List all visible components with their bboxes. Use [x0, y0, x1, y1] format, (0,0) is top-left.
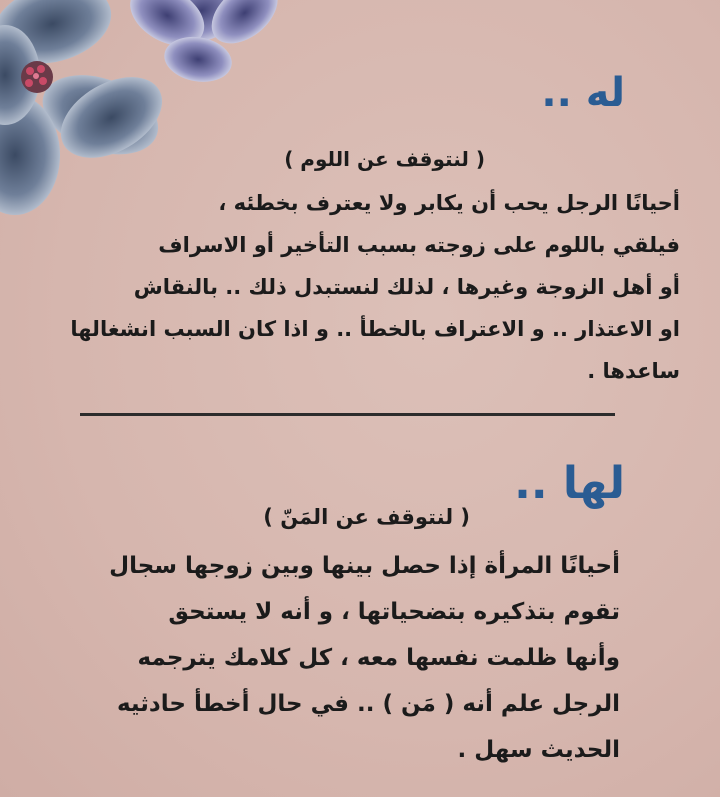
paragraph-line: أحيانًا الرجل يحب أن يكابر ولا يعترف بخطئه ، — [218, 191, 680, 215]
heading-her: لها .. — [514, 458, 625, 509]
paragraph-line: تقوم بتذكيره بتضحياتها ، و أنه لا يستحق — [168, 599, 620, 625]
heading-him: له .. — [541, 70, 625, 116]
subheading-him: ( لنتوقف عن اللوم ) — [284, 147, 485, 171]
paragraph-line: أحيانًا المرأة إذا حصل بينها وبين زوجها سجال — [109, 553, 620, 579]
paragraph-line: او الاعتذار .. و الاعتراف بالخطأ .. و اذا كان السبب انشغالها — [70, 317, 680, 341]
paragraph-line: الرجل علم أنه ( مَن ) .. في حال أخطأ حادثيه — [116, 691, 620, 717]
paragraph-line: فيلقي باللوم على زوجته بسبب التأخير أو الاسراف — [158, 233, 680, 257]
paragraph-line: الحديث سهل . — [457, 737, 620, 763]
paragraph-line: وأنها ظلمت نفسها معه ، كل كلامك يترجمه — [137, 645, 620, 671]
paragraph-him — [70, 182, 680, 392]
paragraph-her — [109, 543, 620, 773]
paragraph-line: أو أهل الزوجة وغيرها ، لذلك لنستبدل ذلك .. بالنقاش — [133, 275, 680, 299]
subheading-her: ( لنتوقف عن المَنّ ) — [263, 505, 470, 529]
section-divider — [80, 413, 615, 416]
paragraph-line: ساعدها . — [587, 359, 680, 383]
